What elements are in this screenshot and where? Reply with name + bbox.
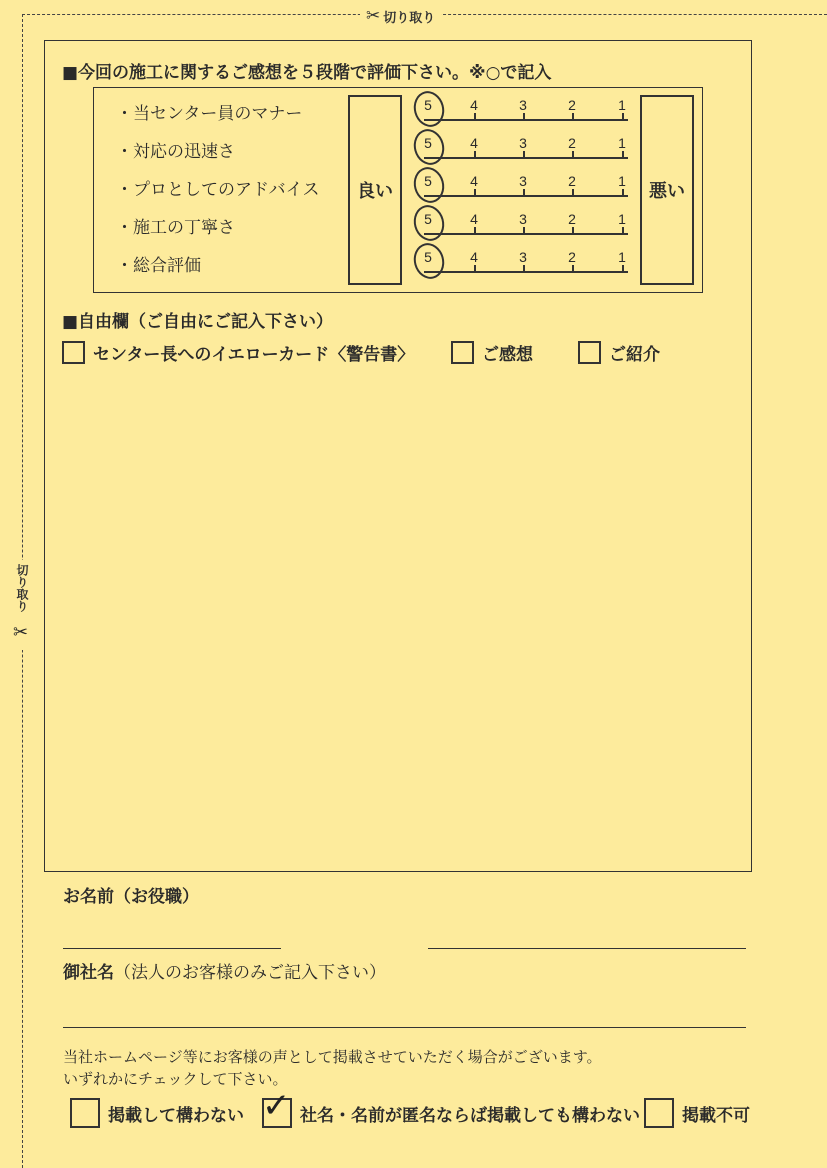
company-underline — [63, 1027, 746, 1028]
rating-item: ・総合評価 — [116, 256, 201, 276]
scale-tick — [572, 189, 574, 197]
free-option-referral[interactable] — [578, 340, 660, 365]
checkbox[interactable] — [644, 1098, 674, 1128]
name-underline-left — [63, 948, 281, 949]
scale-line — [424, 233, 628, 235]
scale-number[interactable]: 2 — [568, 135, 576, 151]
scale-number[interactable]: 1 — [618, 211, 626, 227]
free-option-label: ご感想 — [482, 345, 533, 365]
scale-number[interactable]: 3 — [519, 173, 527, 189]
scale-number[interactable]: 3 — [519, 211, 527, 227]
free-title: ■自由欄（ご自由にご記入下さい） — [62, 312, 334, 332]
scale-tick — [572, 265, 574, 273]
scale-tick — [523, 265, 525, 273]
rating-scale-row[interactable] — [420, 211, 628, 241]
scale-number[interactable]: 1 — [618, 135, 626, 151]
scale-number[interactable]: 2 — [568, 211, 576, 227]
rating-scale-row[interactable] — [420, 249, 628, 279]
name-underline-right — [428, 948, 746, 949]
scale-tick — [622, 113, 624, 121]
company-label-row — [63, 958, 386, 983]
rating-scale-row[interactable] — [420, 97, 628, 127]
scale-tick — [474, 113, 476, 121]
scale-line — [424, 271, 628, 273]
scale-number[interactable]: 4 — [470, 211, 478, 227]
scale-number[interactable]: 4 — [470, 173, 478, 189]
scale-number[interactable]: 4 — [470, 249, 478, 265]
checkbox[interactable] — [62, 341, 85, 364]
scale-number[interactable]: 1 — [618, 97, 626, 113]
scale-tick — [474, 151, 476, 159]
notice-line: 当社ホームページ等にお客様の声として掲載させていただく場合がございます。 — [63, 1048, 602, 1066]
company-label: 御社名 — [63, 963, 114, 983]
scale-tick — [523, 227, 525, 235]
scale-number[interactable]: 4 — [470, 135, 478, 151]
rating-item: ・施工の丁寧さ — [116, 218, 235, 238]
publish-option-label: 掲載不可 — [682, 1105, 750, 1126]
scale-number[interactable]: 5 — [424, 249, 432, 265]
free-option-yellow-card[interactable] — [62, 340, 414, 365]
cut-label-left — [2, 560, 42, 650]
company-note: （法人のお客様のみご記入下さい） — [114, 963, 386, 983]
free-option-impression[interactable] — [451, 340, 533, 365]
rating-item: ・対応の迅速さ — [116, 142, 235, 162]
publish-option-anonymous[interactable] — [262, 1086, 640, 1128]
rating-scale-row[interactable] — [420, 135, 628, 165]
scale-tick — [474, 189, 476, 197]
scale-number[interactable]: 1 — [618, 173, 626, 189]
bad-label: 悪い — [640, 95, 694, 285]
scale-tick — [523, 151, 525, 159]
free-text-area[interactable] — [50, 375, 746, 865]
scale-number[interactable]: 2 — [568, 173, 576, 189]
scale-number[interactable]: 3 — [519, 97, 527, 113]
cut-label-text: 切り取り — [383, 10, 436, 26]
rating-item-list — [116, 100, 320, 290]
scale-number[interactable]: 5 — [424, 173, 432, 189]
scale-number[interactable]: 4 — [470, 97, 478, 113]
checkbox[interactable] — [578, 341, 601, 364]
scale-number[interactable]: 2 — [568, 97, 576, 113]
scale-number[interactable]: 3 — [519, 249, 527, 265]
scale-line — [424, 119, 628, 121]
publish-option-label: 社名・名前が匿名ならば掲載しても構わない — [300, 1105, 640, 1126]
cut-label-top — [360, 6, 441, 26]
checkbox[interactable] — [70, 1098, 100, 1128]
scale-line — [424, 195, 628, 197]
notice-line: いずれかにチェックして下さい。 — [63, 1070, 288, 1088]
good-label: 良い — [348, 95, 402, 285]
scale-tick — [572, 113, 574, 121]
scale-number[interactable]: 5 — [424, 135, 432, 151]
checkbox-checked[interactable] — [262, 1086, 292, 1128]
scale-tick — [523, 113, 525, 121]
rating-item: ・プロとしてのアドバイス — [116, 180, 320, 200]
scale-line — [424, 157, 628, 159]
scale-tick — [622, 265, 624, 273]
scale-tick — [622, 151, 624, 159]
scale-tick — [523, 189, 525, 197]
scale-tick — [572, 227, 574, 235]
scissors-icon: ✂ — [366, 6, 381, 26]
rating-scale-row[interactable] — [420, 173, 628, 203]
cut-label-text-vertical: 切り取り — [15, 564, 29, 612]
scale-number[interactable]: 1 — [618, 249, 626, 265]
scale-tick — [474, 265, 476, 273]
publish-option-ok[interactable] — [70, 1098, 244, 1128]
free-option-label: ご紹介 — [609, 345, 660, 365]
name-input[interactable] — [63, 910, 746, 946]
scissors-icon: ✂ — [13, 622, 29, 643]
free-option-label: センター長へのイエローカード〈警告書〉 — [93, 345, 415, 365]
scale-number[interactable]: 5 — [424, 211, 432, 227]
scale-number[interactable]: 3 — [519, 135, 527, 151]
scale-number[interactable]: 5 — [424, 97, 432, 113]
checkbox[interactable] — [451, 341, 474, 364]
publish-notice — [63, 1046, 602, 1090]
scale-tick — [622, 227, 624, 235]
scale-tick — [572, 151, 574, 159]
scale-tick — [474, 227, 476, 235]
scale-tick — [622, 189, 624, 197]
rating-title: ■今回の施工に関するご感想を５段階で評価下さい。※○で記入 — [62, 63, 552, 83]
scale-number[interactable]: 2 — [568, 249, 576, 265]
publish-option-label: 掲載して構わない — [108, 1105, 244, 1126]
publish-option-no[interactable] — [644, 1098, 750, 1128]
rating-item: ・当センター員のマナー — [116, 104, 303, 124]
company-input[interactable] — [63, 988, 746, 1024]
check-icon: ✓ — [262, 1086, 291, 1126]
name-label: お名前（お役職） — [63, 887, 199, 907]
